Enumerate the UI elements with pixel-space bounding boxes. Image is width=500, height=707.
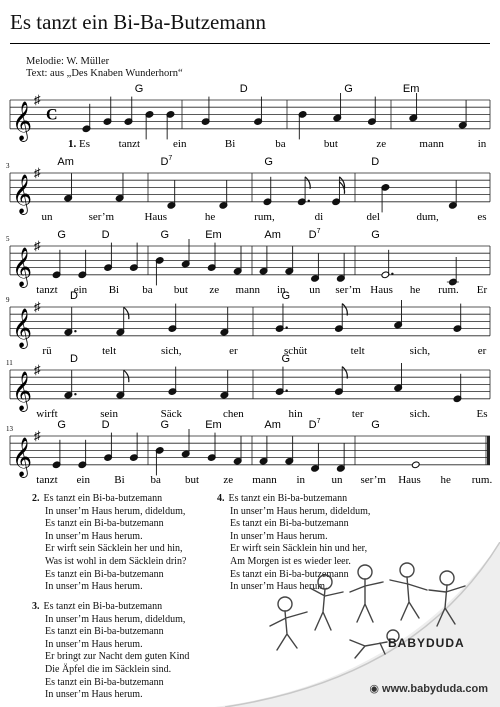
staff-system [6, 353, 490, 420]
chord-symbol: $D^7$ [308, 228, 321, 241]
lyric-syllable: rum. [471, 473, 493, 486]
lyric-syllable: in [296, 473, 306, 486]
sharp-key-signature: ♯ [34, 362, 41, 377]
measure-number: 9 [6, 296, 10, 304]
chord-symbol: G [344, 83, 353, 95]
lyric-syllable: er [477, 344, 487, 357]
staff-system [6, 290, 490, 357]
measure-number: 3 [6, 162, 10, 170]
lyric-syllable: but [323, 137, 338, 150]
lyric-syllable: un [309, 283, 321, 296]
stanza-line: Es tanzt ein Bi-ba-butzemann [228, 493, 348, 504]
lyric-syllable: ba [142, 283, 153, 296]
stanza-line: Es tanzt ein Bi-ba-butzemann [45, 568, 164, 580]
melody-credit: Melodie: W. Müller [26, 56, 110, 67]
website-text: www.babyduda.com [382, 683, 488, 695]
chord-symbol: G [57, 419, 66, 431]
chord-symbol: G [160, 419, 170, 431]
lyric-syllable: sich, [161, 344, 182, 357]
song-title: Es tanzt ein Bi-Ba-Butzemann [10, 10, 267, 34]
lyric-syllable: dum, [416, 210, 439, 223]
chord-symbol: D [69, 290, 78, 302]
lyric-syllable: telt [102, 344, 117, 357]
chord-symbol: D [69, 353, 78, 365]
chord-symbol: $D^7$ [308, 418, 321, 431]
chord-symbol: D [101, 229, 110, 241]
lyric-syllable: schüt [283, 344, 308, 357]
stanza-number: 4. [217, 493, 225, 504]
lyric-syllable [68, 138, 90, 150]
globe-icon: ◉ [369, 683, 383, 695]
time-signature: C [46, 106, 58, 124]
stanza-line: In unser’m Haus herum. [45, 689, 143, 701]
stanza-line: In unser’m Haus herum, dideldum, [45, 505, 186, 517]
chord-symbol: Am [57, 156, 74, 168]
treble-clef: 𝄞 [12, 248, 33, 286]
stanza-line: In unser’m Haus herum. [45, 530, 143, 542]
stanza-line: Es tanzt ein Bi-ba-butzemann [45, 518, 164, 530]
sharp-key-signature: ♯ [34, 428, 41, 443]
brand-logo: BABYDUDA [388, 636, 465, 650]
chord-symbol: Em [205, 419, 222, 431]
lyric-syllable: ter [351, 407, 364, 420]
lyric-syllable: Haus [144, 210, 168, 223]
lyric-syllable: he [409, 283, 421, 296]
stanza-line: Es tanzt ein Bi-ba-butzemann [230, 568, 349, 580]
chord-extension: 7 [316, 418, 321, 425]
stanza-line: Er wirft sein Säcklein her und hin, [45, 543, 183, 555]
lyric-syllable: sein [100, 407, 119, 420]
stanza-number: 2. [32, 493, 40, 504]
stanza-line: In unser’m Haus herum. [230, 530, 328, 542]
sharp-key-signature: ♯ [34, 165, 41, 180]
chord-symbol: G [160, 229, 170, 241]
sharp-key-signature: ♯ [34, 299, 41, 314]
note-flag [124, 307, 129, 319]
lyric-syllable: ze [209, 283, 220, 296]
lyric-syllable: in [276, 283, 286, 296]
dot [391, 273, 393, 275]
chord-symbol: Am [264, 229, 281, 241]
lyric-syllable: ba [275, 137, 286, 150]
chord-symbol: D [239, 83, 248, 95]
sharp-key-signature: ♯ [34, 92, 41, 107]
lyric-syllable: tanzt [36, 473, 58, 486]
stanza-number: 3. [32, 601, 40, 612]
stanza-line: In unser’m Haus herum, dideldum, [45, 613, 186, 625]
chord-symbol: Em [205, 229, 222, 241]
stanza-2 [32, 493, 186, 594]
lyric-syllable: Haus [398, 473, 421, 486]
lyric-syllable: un [331, 473, 343, 486]
chord-symbol: G [57, 229, 66, 241]
chord-symbol: D [101, 419, 110, 431]
treble-clef: 𝄞 [12, 372, 33, 410]
treble-clef: 𝄞 [12, 175, 33, 213]
dot [74, 330, 76, 332]
lyric-syllable: rü [42, 344, 52, 357]
lyric-syllable: Bi [224, 137, 236, 150]
sharp-key-signature: ♯ [34, 238, 41, 253]
dot [285, 389, 287, 391]
lyric-syllable: in [477, 137, 487, 150]
lyric-syllable: sich. [409, 407, 431, 420]
stanza-line: Es tanzt ein Bi-ba-butzemann [45, 626, 164, 638]
lyric-syllable: sich, [409, 344, 431, 357]
lyric-syllable: but [173, 283, 188, 296]
lyric-syllable: mann [419, 137, 444, 150]
chord-symbol: Am [264, 419, 281, 431]
lyric-syllable: Es [476, 407, 488, 420]
lyric-syllable: ser’m [335, 283, 361, 296]
lyric-syllable: but [184, 473, 200, 486]
lyric-text: Es [79, 137, 90, 150]
lyric-syllable: es [477, 210, 487, 223]
lyric-syllable: Bi [108, 283, 120, 296]
stanza-line: Es tanzt ein Bi-ba-butzemann [45, 676, 164, 688]
lyric-syllable: hin [288, 407, 303, 420]
stanza-3 [32, 601, 189, 702]
stanza-line: Er bringt zur Nacht dem guten Kind [45, 651, 190, 663]
lyric-syllable: un [41, 210, 53, 223]
lyric-syllable: he [440, 473, 451, 486]
lyric-syllable: tanzt [118, 137, 141, 150]
stanza-line: Es tanzt ein Bi-ba-butzemann [230, 518, 349, 530]
dot [308, 200, 310, 202]
chord-symbol: Em [402, 83, 420, 95]
staff-system [10, 83, 490, 150]
stanza-line: Es tanzt ein Bi-ba-butzemann [43, 493, 163, 504]
note-flag [124, 370, 129, 382]
lyric-syllable: ze [376, 137, 387, 150]
staff-system [6, 155, 490, 223]
treble-clef: 𝄞 [12, 438, 33, 476]
text-credit: Text: aus „Des Knaben Wunderhorn“ [26, 68, 183, 79]
chord-symbol: G [281, 290, 291, 302]
verse-number: 1. [68, 137, 79, 150]
stanza-line: Die Äpfel die im Säcklein sind. [45, 663, 172, 675]
dot [74, 393, 76, 395]
lyric-syllable: rum, [254, 210, 275, 223]
lyric-syllable: ze [223, 473, 234, 486]
chord-symbol: G [371, 229, 380, 241]
chord-symbol: G [371, 419, 380, 431]
lyric-syllable: er [229, 344, 238, 357]
lyric-syllable: Bi [114, 473, 125, 486]
stanza-line: Es tanzt ein Bi-ba-butzemann [43, 601, 163, 612]
lyric-syllable: telt [350, 344, 365, 357]
staff-system [6, 228, 490, 296]
stanza-line: In unser’m Haus herum. [45, 638, 143, 650]
stanza-line: In unser’m Haus herum. [45, 581, 143, 593]
measure-number: 11 [6, 359, 13, 367]
lyric-syllable: mann [252, 473, 277, 486]
lyric-syllable: ba [150, 473, 161, 486]
lyric-syllable: mann [235, 283, 260, 296]
treble-clef: 𝄞 [12, 309, 33, 347]
lyric-syllable: ser’m [88, 210, 115, 223]
website-link[interactable] [369, 682, 488, 695]
lyric-syllable: he [204, 210, 216, 223]
lyric-syllable: Er [476, 283, 488, 296]
lyric-syllable: wirft [36, 407, 58, 420]
lyric-syllable: ser’m [360, 473, 386, 486]
lyric-syllable: rum. [438, 283, 459, 296]
lyric-syllable: Säck [160, 407, 182, 420]
measure-number: 5 [6, 235, 10, 243]
stanza-line: In unser’m Haus herum. [230, 581, 328, 593]
lyric-syllable: Haus [370, 283, 393, 296]
stanza-line: In unser’m Haus herum, dideldum, [230, 505, 371, 517]
chord-symbol: $D^7$ [160, 155, 173, 168]
note-head [411, 461, 420, 469]
lyric-syllable: tanzt [36, 283, 58, 296]
dot [285, 326, 287, 328]
chord-symbol: G [264, 156, 273, 168]
treble-clef: 𝄞 [12, 102, 33, 140]
lyric-syllable: ein [76, 473, 90, 486]
lyric-syllable: del [366, 210, 380, 223]
lyric-syllable: ein [73, 283, 88, 296]
measure-number: 13 [6, 425, 13, 433]
lyric-syllable: chen [223, 407, 244, 420]
lyric-syllable: di [314, 210, 324, 223]
chord-symbol: G [281, 353, 291, 365]
stanza-line: Am Morgen ist es wieder leer. [230, 555, 351, 567]
staff-system [6, 418, 492, 486]
chord-symbol: G [134, 83, 144, 95]
stanza-line: Was ist wohl in dem Säcklein drin? [45, 555, 187, 567]
chord-extension: 7 [168, 155, 173, 162]
stanza-line: Er wirft sein Säcklein hin und her, [230, 543, 368, 555]
lyric-syllable: ein [173, 137, 187, 150]
chord-extension: 7 [316, 228, 321, 235]
chord-symbol: D [371, 156, 380, 168]
